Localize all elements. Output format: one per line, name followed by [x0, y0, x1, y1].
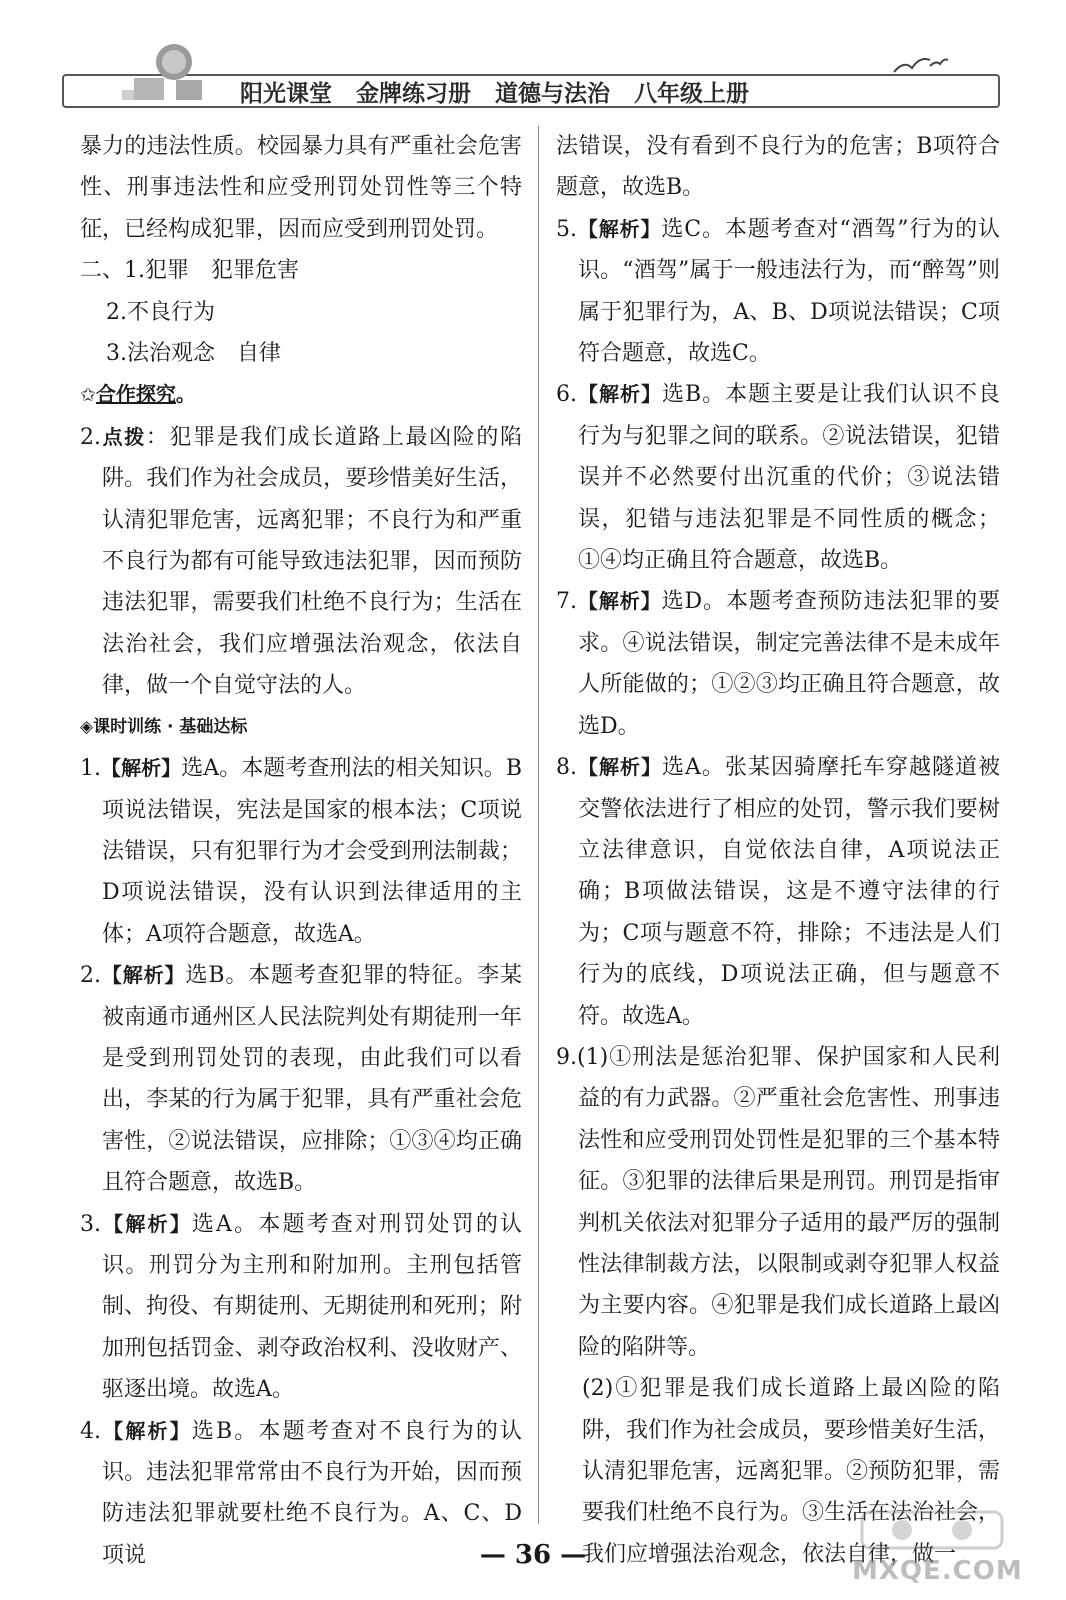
right-column	[556, 126, 1000, 1575]
left-column	[80, 126, 522, 1576]
training-heading: ◈课时训练 · 基础达标	[80, 716, 248, 737]
star-icon: ✩	[80, 384, 96, 407]
page-header	[62, 38, 1000, 110]
birds-icon	[890, 48, 950, 78]
section-two-line-1: 二、1.犯罪 犯罪危害	[80, 258, 299, 284]
header-grade: 八年级上册	[634, 80, 749, 107]
section-two-line-2: 2.不良行为	[106, 299, 215, 325]
answer-7: 7.【解析】选D。本题考查预防违法犯罪的要求。④说法错误，制定完善法律不是未成年人所能做的；①②③均正确且符合题意，故选D。	[556, 589, 1001, 739]
cooperation-heading: ✩合作探究。	[80, 382, 196, 407]
continued-paragraph: 暴力的违法性质。校园暴力具有严重社会危害性、刑事违法性和应受刑罚处罚性等三个特征，已经构成犯罪，因而应受到刑罚处罚。	[80, 134, 522, 242]
header-book: 金牌练习册	[356, 80, 471, 107]
answer-4: 4.【解析】选B。本题考查对不良行为的认识。违法犯罪常常由不良行为开始，因而预防违法犯罪就要杜绝不良行为。A、C、D项说	[80, 1418, 523, 1568]
answer-5: 5.【解析】选C。本题考查对“酒驾”行为的认识。“酒驾”属于一般违法行为，而“醉驾”则属于犯罪行为，A、B、D项说法错误；C项符合题意，故选C。	[556, 216, 1001, 367]
mascot-illustration	[114, 40, 224, 104]
continued-answer-4: 法错误，没有看到不良行为的危害；B项符合题意，故选B。	[556, 134, 1000, 201]
header-series: 阳光课堂	[240, 80, 332, 107]
answer-1: 1.【解析】选A。本题考查刑法的相关知识。B项说法错误，宪法是国家的根本法；C项说法错误，只有犯罪行为才会受到刑法制裁；D项说法错误，没有认识到法律适用的主体；A项符合题意，故选A。	[80, 756, 522, 947]
answer-9-part-2: (2)①犯罪是我们成长道路上最凶险的陷阱，我们作为社会成员，要珍惜美好生活，认清犯罪危害，远离犯罪。②预防犯罪，需要我们杜绝不良行为。③生活在法治社会，我们应增强法治观念，依法自律，做一	[582, 1376, 1001, 1567]
diamond-icon: ◈	[80, 716, 94, 737]
answer-2-hint: 2.点拨：犯罪是我们成长道路上最凶险的陷阱。我们作为社会成员，要珍惜美好生活，认清犯罪危害，远离犯罪；不良行为和严重不良行为都有可能导致违法犯罪，因而预防违法犯罪，需要我们杜绝不良行为；生活在法治社会，我们应增强法治观念，依法自律，做一个自觉守法的人。	[80, 424, 522, 699]
header-subject: 道德与法治	[495, 80, 610, 107]
answer-8: 8.【解析】选A。张某因骑摩托车穿越隧道被交警依法进行了相应的处罚，警示我们要树立法律意识，自觉依法自律，A项说法正确；B项做法错误，这是不遵守法律的行为；C项与题意不符，排除；不违法是人们行为的底线，D项说法正确，但与题意不符。故选A。	[556, 755, 1001, 1029]
section-two-line-3: 3.法治观念 自律	[106, 341, 281, 367]
answer-6: 6.【解析】选B。本题主要是让我们认识不良行为与犯罪之间的联系。②说法错误，犯错误并不必然要付出沉重的代价；③说法错误，犯错与违法犯罪是不同性质的概念；①④均正确且符合题意，故选B。	[556, 382, 1001, 574]
answer-9-part-1: 9.(1)①刑法是惩治犯罪、保护国家和人民利益的有力武器。②严重社会危害性、刑事违法性和应受刑罚处罚性是犯罪的三个基本特征。③犯罪的法律后果是刑罚。刑罚是指审判机关依法对犯罪分子适用的最严厉的强制性法律制裁方法，以限制或剥夺犯罪人权益为主要内容。④犯罪是我们成长道路上最凶险的陷阱等。	[556, 1044, 1000, 1360]
answer-2: 2.【解析】选B。本题考查犯罪的特征。李某被南通市通州区人民法院判处有期徒刑一年是受到刑罚处罚的表现，由此我们可以看出，李某的行为属于犯罪，具有严重社会危害性，②说法错误，应排除；①③④均正确且符合题意，故选B。	[80, 963, 523, 1196]
page-number: — 36 —	[479, 1540, 587, 1570]
header-titles	[240, 78, 749, 107]
column-divider	[538, 126, 539, 1524]
answer-3: 3.【解析】选A。本题考查对刑罚处罚的认识。刑罚分为主刑和附加刑。主刑包括管制、拘役、有期徒刑、无期徒刑和死刑；附加刑包括罚金、剥夺政治权利、没收财产、驱逐出境。故选A。	[80, 1211, 523, 1403]
watermark-text: MXQE.COM	[852, 1556, 1023, 1586]
